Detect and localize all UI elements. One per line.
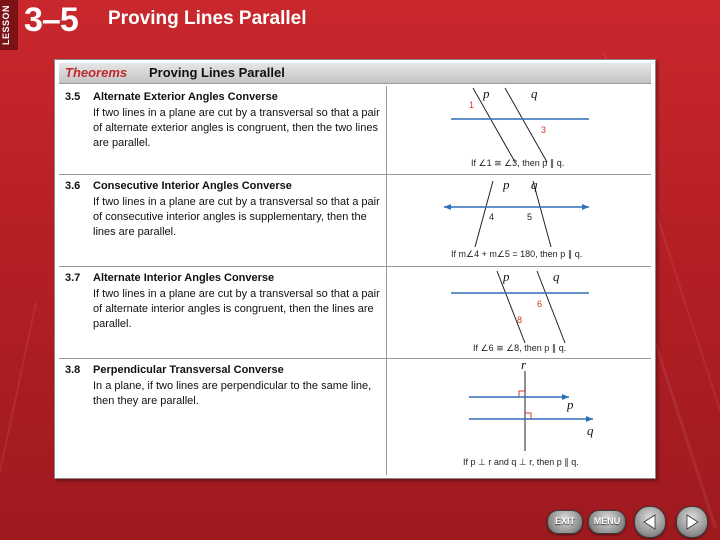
background-decoration [0, 302, 37, 537]
line-label-q: q [553, 269, 560, 284]
line-label-q: q [587, 423, 594, 438]
figure-alternate-exterior [59, 86, 651, 174]
lesson-title: Proving Lines Parallel [108, 8, 307, 29]
angle-label: 6 [537, 299, 543, 309]
theorem-body: If two lines in a plane are cut by a transversal so that a pair of alternate exterior angles is congruent, then the two lines are parallel. [93, 107, 380, 149]
line-label-r: r [521, 359, 527, 372]
figure-caption: If ∠1 ≅ ∠3, then p ∥ q. [471, 158, 565, 168]
next-button[interactable] [676, 506, 708, 538]
line-label-p: p [503, 177, 510, 192]
slide-header [0, 0, 720, 50]
figure-perpendicular-transversal [59, 359, 651, 475]
exit-label: EXIT [554, 516, 575, 526]
menu-button[interactable] [588, 510, 626, 534]
line-label-p: p [503, 269, 510, 284]
menu-label: MENU [593, 516, 621, 526]
theorem-name: Perpendicular Transversal Converse [93, 364, 284, 376]
theorem-row [59, 358, 651, 475]
line-label-p: p [567, 397, 574, 412]
triangle-right-icon [677, 507, 707, 537]
previous-button[interactable] [634, 506, 666, 538]
theorem-number: 3.6 [65, 180, 81, 192]
exit-button[interactable] [547, 510, 583, 534]
figure-caption: If p ⊥ r and q ⊥ r, then p ∥ q. [463, 457, 579, 467]
lesson-word: LESSON [1, 5, 11, 46]
lesson-number: 3–5 [24, 1, 78, 39]
theorem-row [59, 266, 651, 359]
line-label-q: q [531, 177, 538, 192]
figure-consecutive-interior [59, 175, 651, 267]
panel-header [59, 63, 651, 84]
theorem-body: If two lines in a plane are cut by a transversal so that a pair of consecutive interior angles is supplementary, then the lines are parallel. [93, 196, 380, 238]
theorem-name: Alternate Exterior Angles Converse [93, 91, 278, 103]
angle-label: 8 [517, 315, 523, 325]
figure-alternate-interior [59, 267, 651, 359]
angle-label: 4 [489, 212, 495, 222]
angle-label: 5 [527, 212, 533, 222]
panel-title: Proving Lines Parallel [149, 65, 285, 80]
lesson-tab [0, 0, 18, 50]
theorems-panel [54, 59, 656, 479]
line-label-p: p [483, 86, 490, 101]
theorem-body: In a plane, if two lines are perpendicular to the same line, then they are parallel. [93, 380, 372, 407]
theorem-body: If two lines in a plane are cut by a transversal so that a pair of alternate interior angles is congruent, then the lines are parallel. [93, 288, 380, 330]
theorem-name: Alternate Interior Angles Converse [93, 272, 275, 284]
figure-caption: If ∠6 ≅ ∠8, then p ∥ q. [473, 343, 567, 353]
angle-label: 1 [469, 100, 475, 110]
theorem-number: 3.7 [65, 272, 81, 284]
line-label-q: q [531, 86, 538, 101]
theorem-row [59, 174, 651, 267]
theorem-name: Consecutive Interior Angles Converse [93, 180, 292, 192]
figure-caption: If m∠4 + m∠5 = 180, then p ∥ q. [451, 249, 583, 259]
triangle-left-icon [635, 507, 665, 537]
theorem-number: 3.8 [65, 364, 81, 376]
angle-label: 3 [541, 125, 547, 135]
panel-label: Theorems [65, 65, 128, 80]
theorem-row [59, 86, 651, 174]
theorem-number: 3.5 [65, 91, 81, 103]
